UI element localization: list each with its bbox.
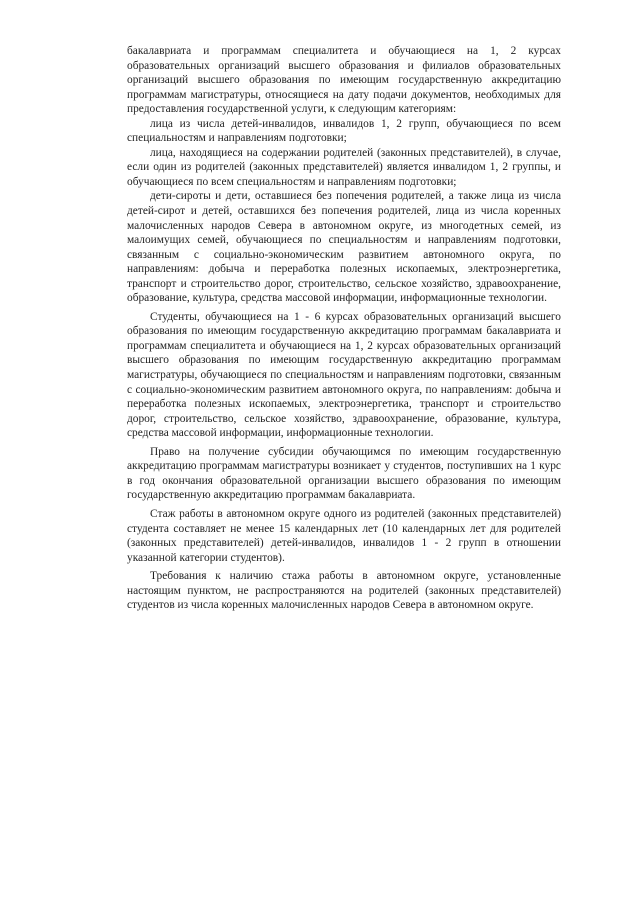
paragraph-requirements: Требования к наличию стажа работы в автономном округе, установленные настоящим пунктом, не распространяются на родителей (законных представителей) студентов из числа коренных малочисленных народов Севера в автономном округе. [127,570,561,612]
paragraph-category-disabled-children: лица из числа детей-инвалидов, инвалидов 1, 2 групп, обучающиеся по всем специальностям и направлениям подготовки; [127,117,561,145]
paragraph-subsidy-right: Право на получение субсидии обучающимся по имеющим государственную аккредитацию программам магистратуры возникает у студентов, поступивших на 1 курс в год окончания образовательной организации высшего образования по имеющим государственную аккредитацию программам бакалавриата. [127,445,561,502]
document-body [127,44,561,613]
paragraph-category-dependent-persons: лица, находящиеся на содержании родителей (законных представителей), в случае, если один из родителей (законных представителей) является инвалидом 1, 2 группы, и обучающиеся по всем специальностям и направлениям подготовки; [127,146,561,188]
paragraph-students: Студенты, обучающиеся на 1 - 6 курсах образовательных организаций высшего образования по имеющим государственную аккредитацию программам бакалавриата и программам специалитета и обучающиеся на 1, 2 курсах образовательных организаций высшего образования по имеющим государственную аккредитацию программам магистратуры, обучающиеся по специальностям и направлениям подготовки, связанным с социально-экономическим развитием автономного округа, по направлениям: добыча и переработка полезных ископаемых, электроэнергетика, транспорт и строительство дорог, строительство, сельское хозяйство, здравоохранение, образование, культура, средства массовой информации, информационные технологии. [127,310,561,440]
paragraph-category-orphans: дети-сироты и дети, оставшиеся без попечения родителей, а также лица из числа детей-сирот и детей, оставшихся без попечения родителей, лица из числа коренных малочисленных народов Севера в автономном округе, из многодетных семей, из малоимущих семей, обучающиеся по специальностям и направлениям подготовки, связанным с социально-экономическим развитием автономного округа, по направлениям: добыча и переработка полезных ископаемых, электроэнергетика, транспорт и строительство дорог, строительство, сельское хозяйство, здравоохранение, образование, культура, средства массовой информации, информационные технологии. [127,190,561,305]
paragraph-intro: бакалавриата и программам специалитета и обучающиеся на 1, 2 курсах образовательных организаций высшего образования и филиалов образовательных организаций высшего образования по имеющим государственную аккредитацию программам магистратуры, относящиеся на дату подачи документов, необходимых для предоставления государственной услуги, к следующим категориям: [127,45,561,116]
paragraph-work-experience: Стаж работы в автономном округе одного из родителей (законных представителей) студента составляет не менее 15 календарных лет (10 календарных лет для родителей (законных представителей) детей-инвалидов, инвалидов 1 - 2 групп в отношении указанной категории студентов). [127,507,561,564]
